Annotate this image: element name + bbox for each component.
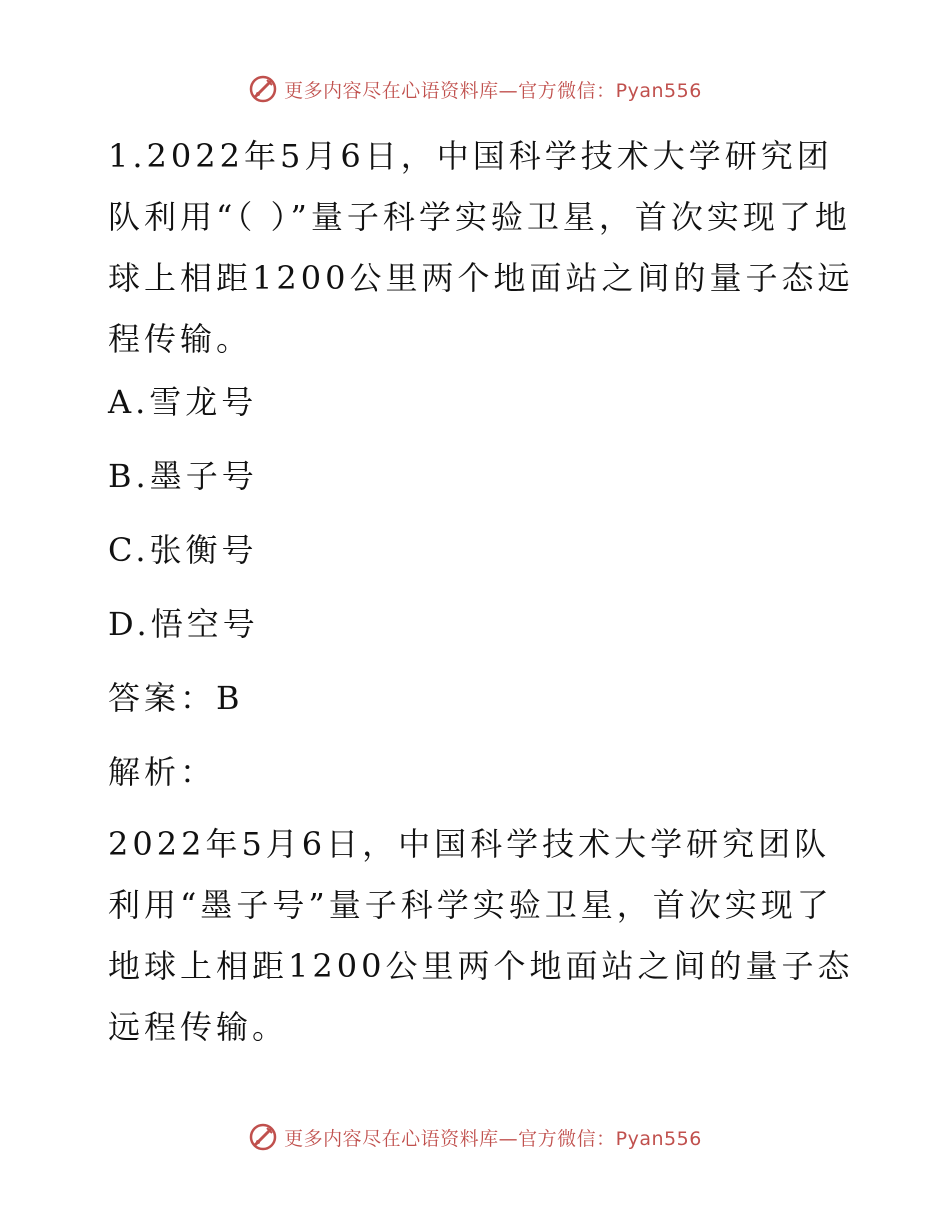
footer-watermark	[0, 1122, 950, 1152]
header-watermark	[0, 74, 950, 104]
analysis-label: 解析：	[108, 753, 217, 791]
watermark-text: 更多内容尽在心语资料库—官方微信：Pyan556	[284, 79, 702, 102]
option-b: B.墨子号	[108, 457, 258, 495]
option-a: A.雪龙号	[108, 383, 258, 421]
seal-pen-icon	[248, 74, 278, 104]
option-d: D.悟空号	[108, 605, 259, 643]
option-c: C.张衡号	[108, 531, 258, 569]
analysis-text: 2022年5月6日，中国科学技术大学研究团队利用“墨子号”量子科学实验卫星，首次实现了地球上相距1200公里两个地面站之间的量子态远程传输。	[108, 825, 854, 1046]
answer-text: 答案：B	[108, 679, 244, 717]
watermark-text: 更多内容尽在心语资料库—官方微信：Pyan556	[284, 1127, 702, 1150]
document-body	[98, 126, 858, 1058]
question-text: 1.2022年5月6日，中国科学技术大学研究团队利用“（ ）”量子科学实验卫星，首次实现了地球上相距1200公里两个地面站之间的量子态远程传输。	[108, 137, 854, 358]
seal-pen-icon	[248, 1122, 278, 1152]
